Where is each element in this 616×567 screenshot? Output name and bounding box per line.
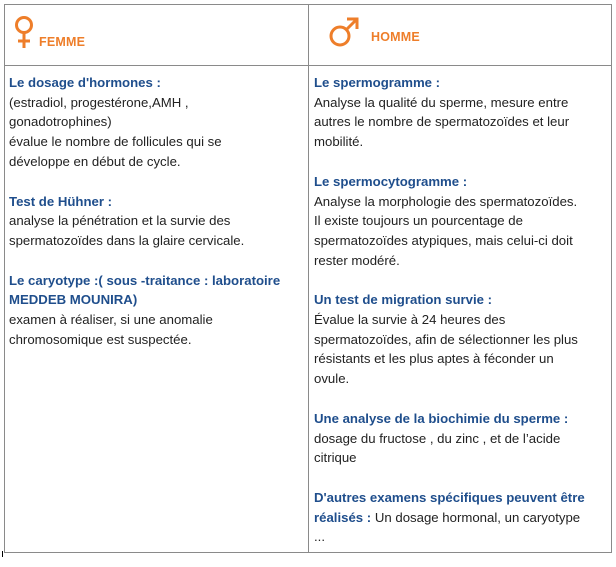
femme-label: FEMME: [39, 35, 86, 49]
femme-section: [9, 192, 301, 251]
femme-section: [9, 73, 301, 172]
female-symbol-icon: [13, 15, 35, 56]
section-title: Test de Hühner :: [9, 193, 113, 209]
column-divider: [308, 5, 309, 552]
section-text: Évalue la survie à 24 heures des spermatozoïdes, afin de sélectionner les plus résistants et les plus aptes à féconder un ovule.: [314, 312, 578, 387]
homme-section: [314, 172, 610, 271]
section-text: Analyse la morphologie des spermatozoïdes. Il existe toujours un pourcentage de spermatozoïdes atypiques, mais celui-ci doit rester modéré.: [314, 193, 578, 268]
page-margin-mark: [2, 551, 3, 557]
femme-column: [9, 73, 301, 369]
homme-section-last: [314, 488, 610, 547]
homme-section: [314, 290, 610, 389]
section-title: Le dosage d'hormones :: [9, 75, 161, 90]
section-title: D'autres examens spécifiques peuvent être réalisés :: [314, 489, 585, 525]
section-text: Un dosage hormonal, un caryotype ...: [314, 509, 581, 545]
male-symbol-icon: [327, 16, 361, 55]
exams-table: [4, 4, 612, 553]
section-title: Le spermogramme :: [314, 75, 441, 90]
homme-section: [314, 73, 610, 152]
section-title: Un test de migration survie :: [314, 292, 493, 308]
section-text: dosage du fructose , du zinc , et de l’acide citrique: [314, 430, 561, 466]
homme-section: [314, 409, 610, 468]
femme-section: [9, 271, 301, 350]
femme-header: [13, 5, 85, 65]
section-text: Analyse la qualité du sperme, mesure entre autres le nombre de spermatozoïdes et leur mobilité.: [314, 94, 570, 150]
homme-label: HOMME: [371, 30, 420, 44]
homme-header: [327, 5, 420, 65]
section-text: (estradiol, progestérone,AMH , gonadotrophines) évalue le nombre de follicules qui se développe en début de cycle.: [9, 94, 222, 169]
section-title: Le caryotype :( sous -traitance : laboratoire MEDDEB MOUNIRA): [9, 272, 281, 308]
section-text: examen à réaliser, si une anomalie chromosomique est suspectée.: [9, 312, 213, 347]
section-title: Une analyse de la biochimie du sperme :: [314, 410, 569, 426]
section-text: analyse la pénétration et la survie des spermatozoïdes dans la glaire cervicale.: [9, 213, 245, 248]
header-divider: [5, 65, 611, 66]
section-title: Le spermocytogramme :: [314, 173, 468, 189]
homme-column: [314, 73, 610, 567]
